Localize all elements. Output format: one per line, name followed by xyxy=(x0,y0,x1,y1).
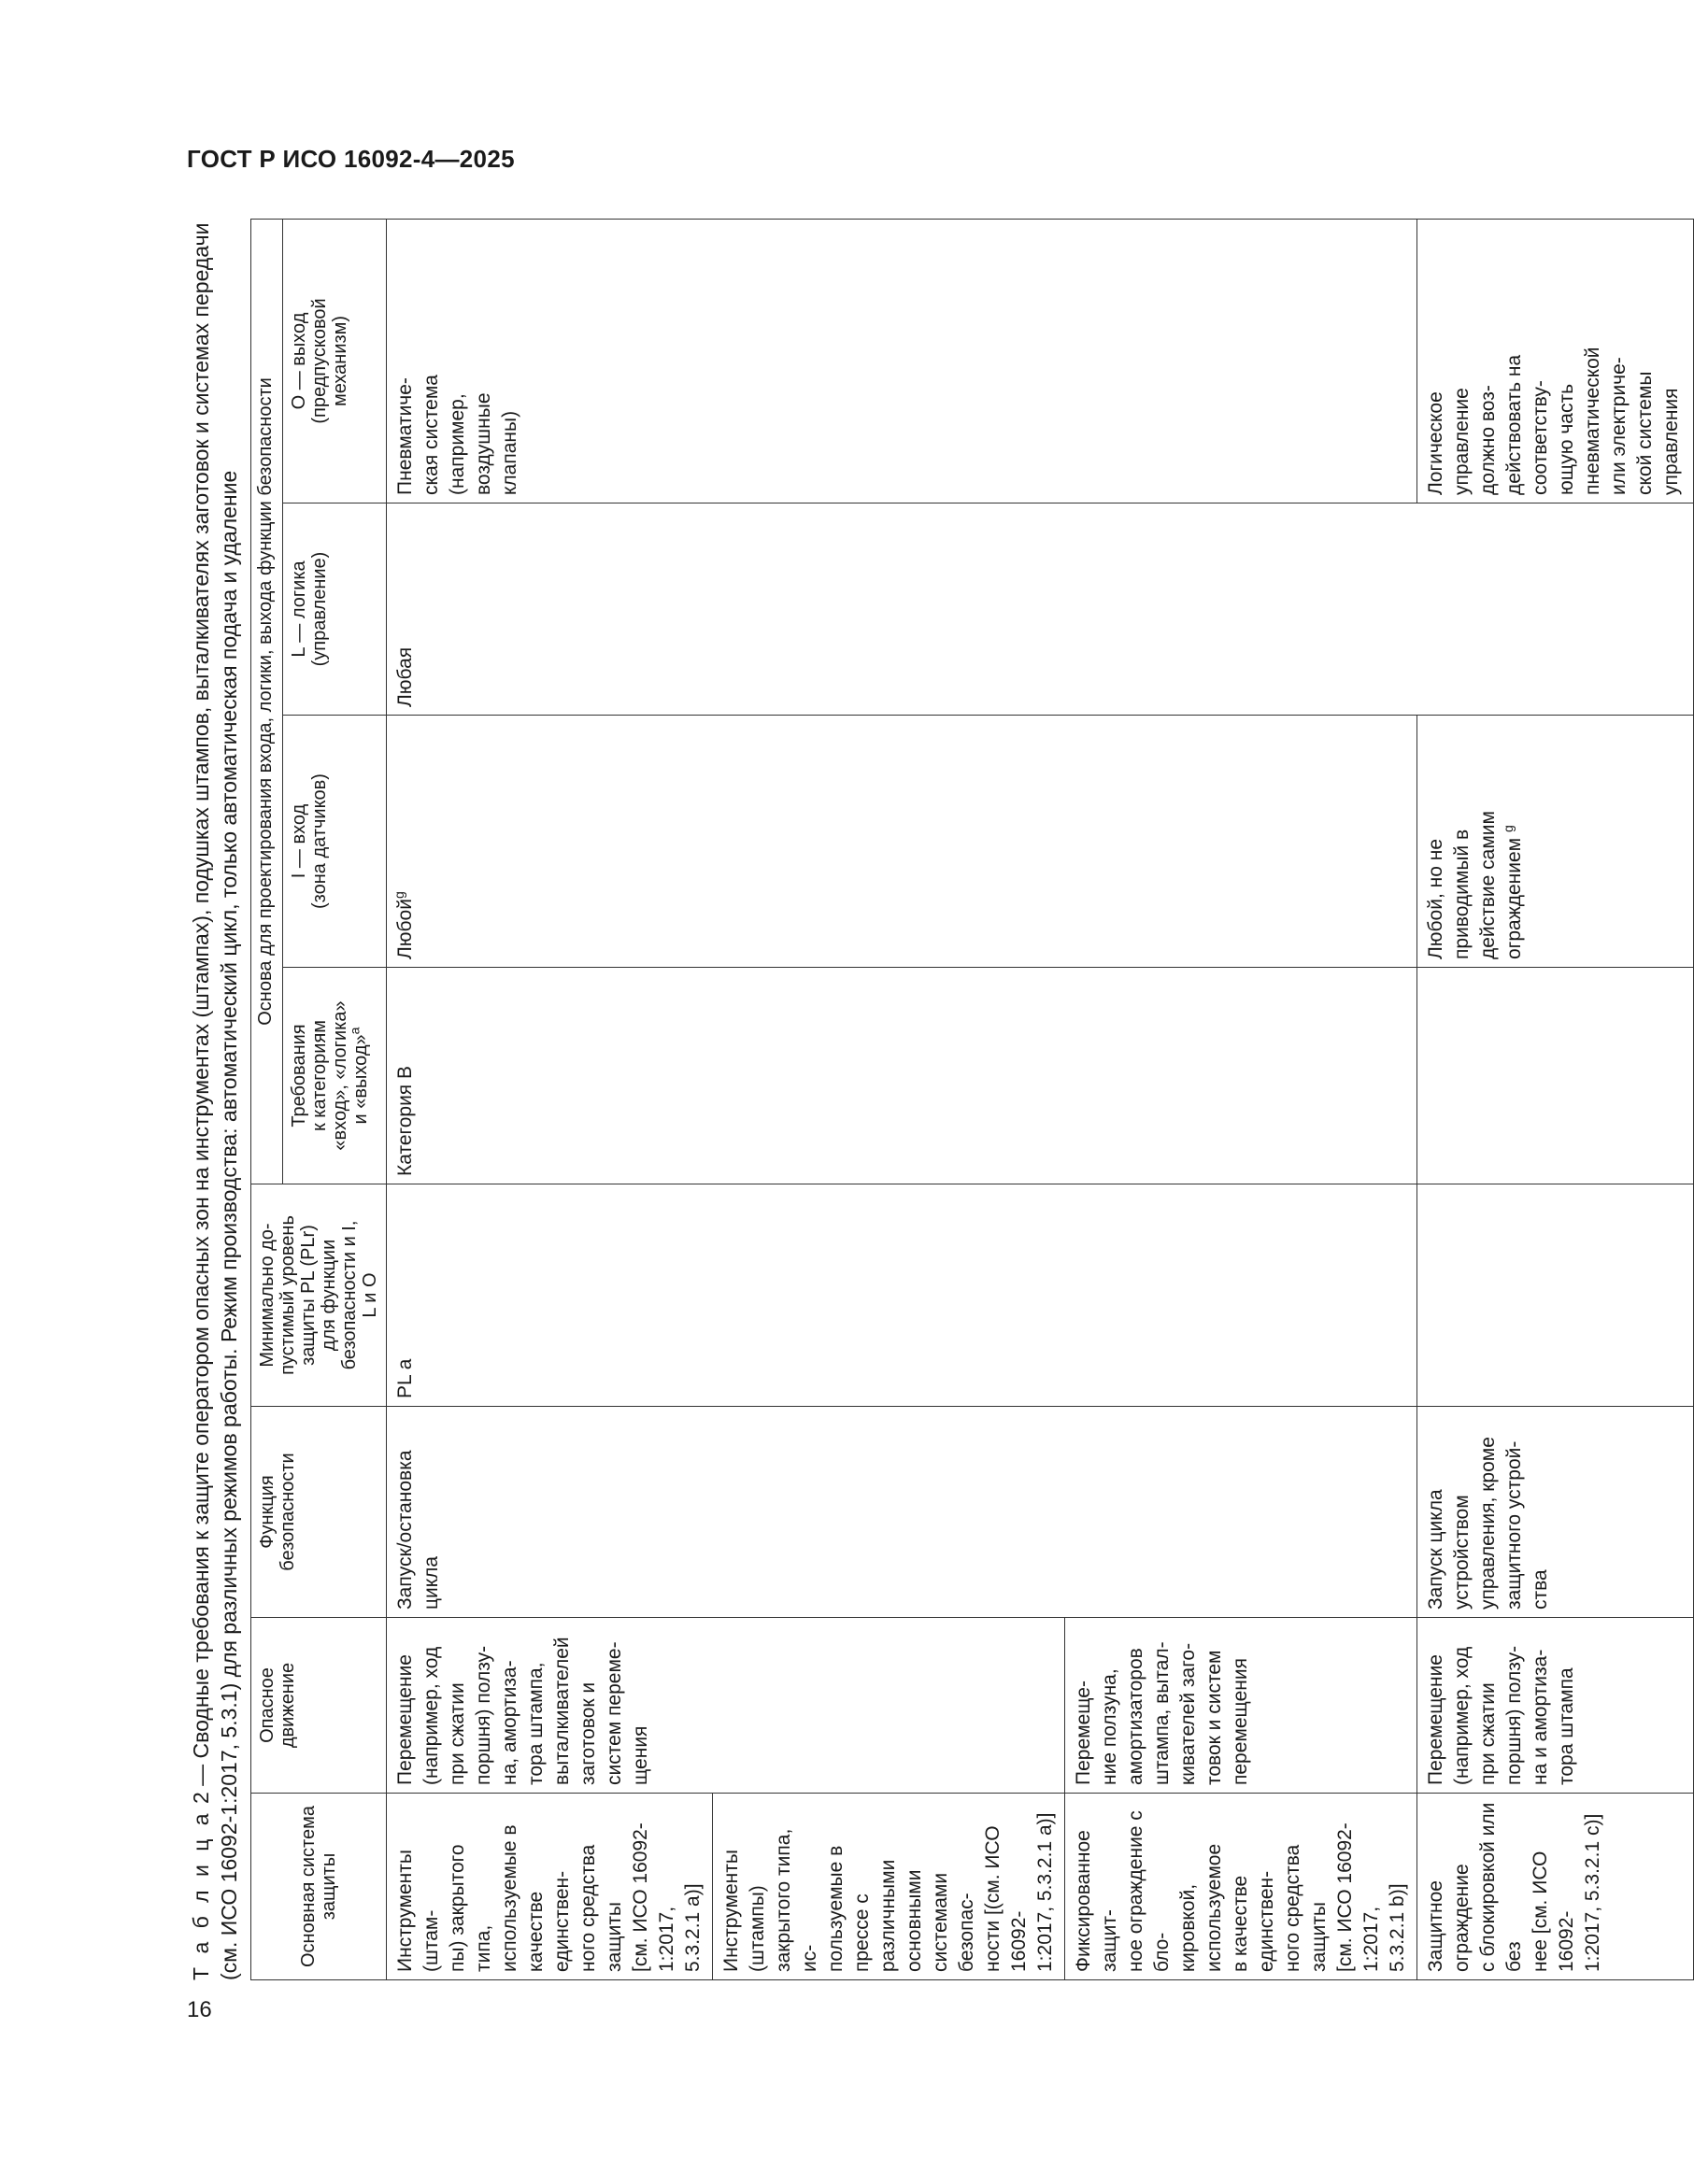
cell-r4-pl xyxy=(1417,1184,1694,1407)
cell-r4-output: Логическое управление должно воз- действовать на соответству- ющую часть пневматической или электриче- ской системы управления xyxy=(1417,219,1694,503)
header-input: I — вход (зона датчиков) xyxy=(283,716,387,968)
cell-r4-input: Любой, но не приводимый в действие самим ограждением $^g$ xyxy=(1417,716,1694,968)
document-header: ГОСТ Р ИСО 16092-4—2025 xyxy=(187,145,515,173)
cell-r2-system: Инструменты (штампы) закрытого типа, ис- пользуемые в прессе с различными основными системами безопас- ности [(см. ИСО 16092- 1:2017, 5.3.2.1 a)] xyxy=(713,1794,1065,1980)
cell-r4-motion: Перемещение (например, ход при сжатии поршня) ползу- на и амортиза- тора штампа xyxy=(1417,1618,1694,1794)
rotated-table-area xyxy=(187,220,1682,1980)
cell-r4-category xyxy=(1417,968,1694,1184)
caption-label: Т а б л и ц а xyxy=(189,1809,213,1980)
table-row xyxy=(1417,219,1694,1979)
cell-r123-input: Любой$^g$ xyxy=(387,716,1417,968)
cell-r123-output: Пневматиче- ская система (например, воздушные клапаны) xyxy=(387,219,1417,503)
footnote-g-mark: g xyxy=(391,891,406,900)
page-number: 16 xyxy=(187,1997,212,2022)
header-design-basis: Основа для проектирования входа, логики, выхода функции безопасности xyxy=(251,219,283,1184)
cell-r3-system: Фиксированное защит- ное ограждение с бло- кировкой, используемое в качестве единствен- ного средства защиты [см. ИСО 16092-1:2017, 5.3.2.1 b)] xyxy=(1065,1794,1417,1980)
cell-r1-system: Инструменты (штам- пы) закрытого типа, используемые в качестве единствен- ного средства защиты [см. ИСО 16092-1:2017, 5.3.2.1 a)] xyxy=(387,1794,713,1980)
header-performance-level: Минимально до- пустимый уровень защиты PL (PLr) для функции безопасности и I, L и O xyxy=(251,1184,387,1407)
cell-r123-function: Запуск/остановка цикла xyxy=(387,1407,1417,1618)
header-safety-function: Функция безопасности xyxy=(251,1407,387,1618)
header-hazardous-motion: Опасное движение xyxy=(251,1618,387,1794)
cell-r3-motion: Перемеще- ние ползуна, амортизаторов штампа, вытал- кивателей заго- товок и систем перемещения xyxy=(1065,1618,1417,1794)
table-header-row xyxy=(251,219,283,1979)
caption-text: — Сводные требования к защите оператором опасных зон на инструментах (штампах), подушках штампов, выталкивателях заготовок и системах передачи (см. ИСО 16092-1:2017, 5.3.1) для различных режимов работы. Режим производства: автоматический цикл, только автоматическая подача и удаление xyxy=(189,222,241,1980)
header-category-requirements: Требования к категориям «вход», «логика» и «выход»$^a$ xyxy=(283,968,387,1184)
table-row xyxy=(387,219,713,1979)
cell-r123-category: Категория B xyxy=(387,968,1417,1184)
header-logic: L — логика (управление) xyxy=(283,503,387,716)
cell-logic: Любая xyxy=(387,503,1694,716)
cell-r12-motion: Перемещение (например, ход при сжатии поршня) ползу- на, амортиза- тора штампа, выталкивателей заготовок и систем переме- щения xyxy=(387,1618,1065,1794)
header-protection-system: Основная система защиты xyxy=(251,1794,387,1980)
cell-r123-pl: PL a xyxy=(387,1184,1417,1407)
header-output: O — выход (предпусковой механизм) xyxy=(283,219,387,503)
requirements-table xyxy=(250,219,1694,1980)
caption-number: 2 xyxy=(189,1792,213,1805)
table-caption xyxy=(187,220,243,1980)
footnote-a-mark: a xyxy=(347,1027,363,1035)
cell-r4-system: Защитное ограждение с блокировкой или без нее [см. ИСО 16092- 1:2017, 5.3.2.1 c)] xyxy=(1417,1794,1694,1980)
footnote-g-mark: g xyxy=(1501,825,1516,833)
cell-r4-function: Запуск цикла устройством управления, кроме защитного устрой- ства xyxy=(1417,1407,1694,1618)
